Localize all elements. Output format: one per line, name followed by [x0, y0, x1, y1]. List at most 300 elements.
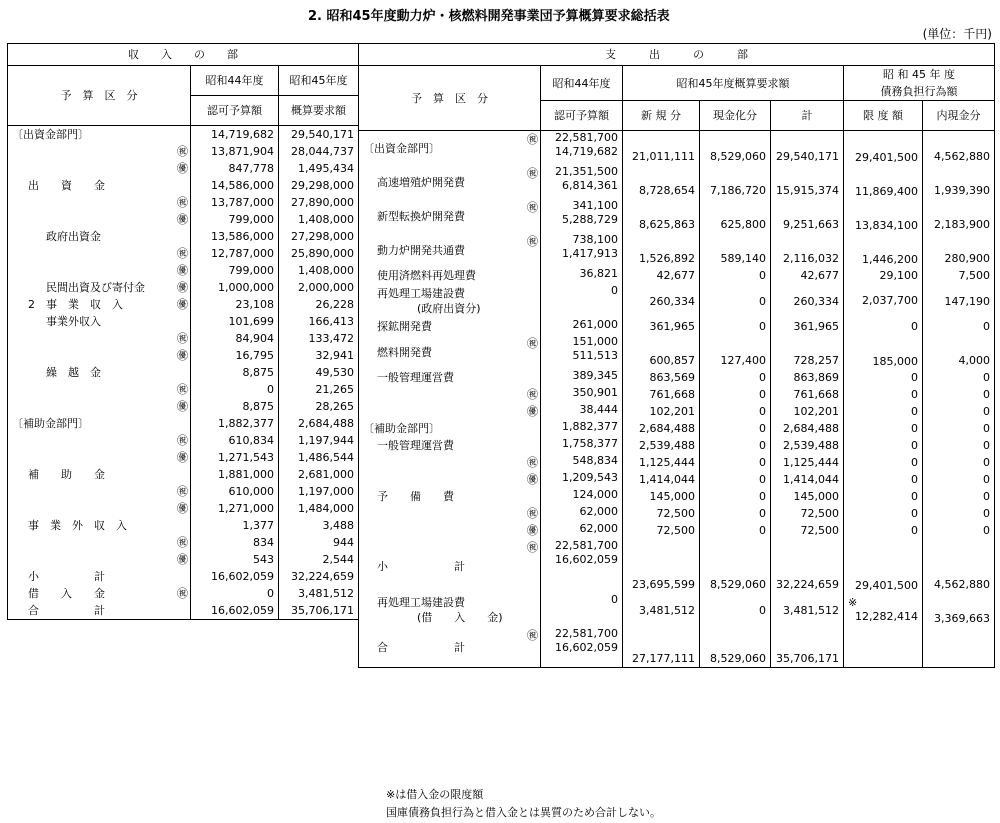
income-row-mark: [171, 466, 191, 483]
expenditure-row-label-text: 合 計: [377, 640, 465, 654]
expenditure-row-limit-value: 0: [911, 489, 918, 503]
expenditure-row-cash: 0: [700, 593, 771, 627]
expenditure-row-limit-cash: 1,939,390: [923, 165, 995, 199]
expenditure-row-mark: ㊗: [527, 201, 538, 214]
expenditure-row-cash: 0: [700, 284, 771, 318]
income-row: [8, 500, 359, 517]
expenditure-row-total: 2,539,488: [771, 437, 844, 454]
expenditure-row-limit-cash: 0: [923, 318, 995, 335]
expenditure-row-limit: [844, 403, 923, 420]
expenditure-row-limit-value: 0: [911, 455, 918, 469]
income-row-mark: ㊝: [177, 349, 188, 362]
income-row-label: 事業外収入: [46, 315, 101, 328]
expenditure-row-limit-value: 12,282,414: [855, 610, 918, 623]
income-row: [8, 143, 359, 160]
expenditure-row-fy44: [541, 284, 623, 318]
income-row-fy45: 3,481,512: [279, 585, 359, 602]
expenditure-row-limit-cash: 0: [923, 505, 995, 522]
expenditure-row-new: 8,728,654: [623, 165, 700, 199]
expenditure-row-cash: 625,800: [700, 199, 771, 233]
income-row-mark: ㊗: [177, 587, 188, 600]
expenditure-row-new: 102,201: [623, 403, 700, 420]
expenditure-row-label: [359, 284, 521, 318]
expenditure-cash-header: 現金化分: [700, 101, 771, 131]
income-row-mark: ㊝: [177, 553, 188, 566]
expenditure-row-limit-cash: 280,900: [923, 233, 995, 267]
expenditure-row-label: [359, 454, 521, 471]
expenditure-limit-header: 限 度 額: [844, 101, 923, 131]
income-row-mark: ㊗: [177, 485, 188, 498]
income-row-fy44: 23,108: [191, 296, 279, 313]
expenditure-row-new: 72,500: [623, 505, 700, 522]
limit-note-mark: ※: [848, 596, 858, 609]
income-row: [8, 177, 359, 194]
income-row-fy45: 1,484,000: [279, 500, 359, 517]
income-row-fy44: 834: [191, 534, 279, 551]
income-row-mark: ㊗: [177, 536, 188, 549]
expenditure-row-label-text: 燃料開発費: [377, 345, 432, 359]
expenditure-row-limit-value: 13,834,100: [855, 219, 918, 232]
expenditure-row-total: 2,684,488: [771, 420, 844, 437]
income-row: [8, 585, 359, 602]
income-row-mark: ㊗: [177, 383, 188, 396]
expenditure-row-fy44-value: 14,719,682: [555, 145, 618, 158]
expenditure-row-limit-value: 0: [911, 319, 918, 333]
income-row: [8, 517, 359, 534]
income-row-label: [8, 194, 171, 211]
expenditure-total-header: 計: [771, 101, 844, 131]
income-section-header: 収 入 の 部: [8, 44, 359, 66]
expenditure-row-fy44: [541, 488, 623, 505]
expenditure-row-total: 35,706,171: [771, 627, 844, 668]
income-row-mark: ㊝: [177, 281, 188, 294]
expenditure-row-new: 145,000: [623, 488, 700, 505]
income-row-label: [8, 432, 171, 449]
expenditure-row-mark: [521, 318, 541, 335]
expenditure-row-limit-cash: 0: [923, 522, 995, 539]
income-row: [8, 449, 359, 466]
income-row-label: [8, 330, 171, 347]
expenditure-row-fy44-value: 0: [611, 593, 618, 606]
income-row: [8, 279, 359, 296]
expenditure-row-fy44: [541, 593, 623, 627]
expenditure-row-fy44-value: 1,417,913: [562, 247, 618, 260]
income-row-mark: ㊝: [177, 213, 188, 226]
expenditure-row-total: 15,915,374: [771, 165, 844, 199]
income-row-fy45: 1,197,944: [279, 432, 359, 449]
expenditure-row-limit-cash: 0: [923, 420, 995, 437]
expenditure-row-cash: 0: [700, 471, 771, 488]
expenditure-row: [359, 505, 995, 522]
expenditure-row-label-text: 新型転換炉開発費: [377, 209, 465, 223]
expenditure-row-fy44-secondary: 22,581,700: [555, 627, 618, 640]
income-row: [8, 228, 359, 245]
footnote-1: ※は借入金の限度額: [386, 788, 484, 801]
expenditure-row-new: 21,011,111: [623, 131, 700, 166]
income-row-fy45: 32,941: [279, 347, 359, 364]
income-row-fy44: 16,602,059: [191, 602, 279, 620]
income-rows: [8, 126, 359, 620]
expenditure-row-limit: [844, 505, 923, 522]
expenditure-row-total: 728,257: [771, 335, 844, 369]
expenditure-row-fy44: [541, 131, 623, 166]
expenditure-row-fy44-value: 16,602,059: [555, 641, 618, 654]
expenditure-row-mark: [521, 437, 541, 454]
expenditure-row-fy44-value: 261,000: [572, 318, 618, 331]
expenditure-new-header: 新 規 分: [623, 101, 700, 131]
income-row: [8, 313, 359, 330]
income-row-mark: ㊝: [177, 400, 188, 413]
income-row-fy45: 28,044,737: [279, 143, 359, 160]
income-row-fy45: 2,684,488: [279, 415, 359, 432]
expenditure-row-limit-value: 185,000: [872, 355, 918, 368]
income-row-mark: [171, 177, 191, 194]
expenditure-row: [359, 539, 995, 593]
expenditure-col1-header-b: 認可予算額: [541, 101, 623, 131]
income-row-fy44: 8,875: [191, 364, 279, 381]
expenditure-row-cash: 8,529,060: [700, 131, 771, 166]
expenditure-row: [359, 420, 995, 437]
expenditure-row-limit-value: 1,446,200: [862, 253, 918, 266]
expenditure-row-mark: ㊗: [527, 388, 538, 401]
expenditure-row-mark: ㊝: [527, 524, 538, 537]
expenditure-row-total: 761,668: [771, 386, 844, 403]
expenditure-row-label-text: 探鉱開発費: [377, 320, 432, 333]
expenditure-row-mark: ㊗: [527, 167, 538, 180]
expenditure-row-fy44-value: 1,209,543: [562, 471, 618, 484]
income-row-fy44: 14,586,000: [191, 177, 279, 194]
expenditure-row-label: [359, 318, 521, 335]
income-row-fy45: 32,224,659: [279, 568, 359, 585]
expenditure-row: [359, 593, 995, 627]
income-row-fy45: 28,265: [279, 398, 359, 415]
expenditure-row-cash: 0: [700, 267, 771, 284]
expenditure-row-limit-value: 0: [911, 506, 918, 520]
expenditure-row-label: [359, 437, 521, 454]
income-row-label: [8, 483, 171, 500]
expenditure-row-limit-cash: 0: [923, 403, 995, 420]
income-row-fy44: 610,000: [191, 483, 279, 500]
income-category-header: 予 算 区 分: [8, 66, 191, 126]
unit-label: (単位：千円): [922, 27, 992, 41]
income-row-mark: ㊗: [177, 434, 188, 447]
expenditure-row-limit-value: 0: [911, 438, 918, 452]
income-row-label: [8, 143, 171, 160]
expenditure-row: [359, 471, 995, 488]
expenditure-row-cash: 0: [700, 386, 771, 403]
expenditure-row-fy44-value: 511,513: [572, 349, 618, 362]
expenditure-row-label-text: 再処理工場建設費: [377, 287, 465, 300]
expenditure-row-fy44: [541, 233, 623, 267]
expenditure-row-total: 145,000: [771, 488, 844, 505]
expenditure-row-fy44-value: 62,000: [579, 505, 618, 518]
income-row-fy45: 1,486,544: [279, 449, 359, 466]
expenditure-row-total: 3,481,512: [771, 593, 844, 627]
expenditure-row-fy44: [541, 420, 623, 437]
income-row-label: [8, 160, 171, 177]
expenditure-row-fy44-value: 124,000: [572, 488, 618, 501]
expenditure-row-label: [359, 505, 521, 522]
expenditure-row-new: 361,965: [623, 318, 700, 335]
income-row-mark: [171, 415, 191, 432]
expenditure-row: [359, 454, 995, 471]
income-row-fy45: 21,265: [279, 381, 359, 398]
expenditure-row-fy44-secondary: 22,581,700: [555, 539, 618, 552]
income-row-fy44: 799,000: [191, 262, 279, 279]
expenditure-row-fy44-value: 36,821: [579, 267, 618, 280]
expenditure-row-fy44-secondary: 738,100: [572, 233, 618, 246]
expenditure-row-cash: 0: [700, 454, 771, 471]
expenditure-row-cash: 0: [700, 437, 771, 454]
expenditure-row-label: [359, 488, 521, 505]
expenditure-row: [359, 284, 995, 318]
expenditure-row-label-text: 〔出資金部門〕: [363, 141, 440, 155]
expenditure-row: [359, 522, 995, 539]
expenditure-row-limit-value: 0: [911, 404, 918, 418]
income-row-fy45: 1,408,000: [279, 211, 359, 228]
expenditure-row-limit: [844, 437, 923, 454]
expenditure-row-label: [359, 386, 521, 403]
expenditure-row-limit-value: 29,401,500: [855, 151, 918, 164]
expenditure-row-new: 23,695,599: [623, 539, 700, 593]
expenditure-row-fy44-secondary: 21,351,500: [555, 165, 618, 178]
income-row-mark: ㊗: [177, 145, 188, 158]
income-row: [8, 262, 359, 279]
expenditure-row: [359, 165, 995, 199]
expenditure-row-label-text: 動力炉開発共通費: [377, 243, 465, 257]
income-row-fy44: 1,271,000: [191, 500, 279, 517]
expenditure-group-header: 昭和45年度概算要求額: [623, 66, 844, 101]
expenditure-row-new: 600,857: [623, 335, 700, 369]
expenditure-row-fy44-value: 1,882,377: [562, 420, 618, 433]
income-row: [8, 330, 359, 347]
income-row-fy45: 35,706,171: [279, 602, 359, 620]
expenditure-row-fy44-secondary: 151,000: [572, 335, 618, 348]
expenditure-row-fy44-value: 16,602,059: [555, 553, 618, 566]
income-row-mark: [171, 126, 191, 144]
income-row-label: [8, 449, 171, 466]
expenditure-row: [359, 403, 995, 420]
expenditure-row-limit: [844, 386, 923, 403]
expenditure-row-limit-value: 29,100: [879, 268, 918, 282]
expenditure-row-fy44-value: 548,834: [572, 454, 618, 467]
income-row-mark: ㊝: [177, 264, 188, 277]
income-row: [8, 568, 359, 585]
expenditure-row-fy44-value: 5,288,729: [562, 213, 618, 226]
income-row-fy44: 0: [191, 585, 279, 602]
income-row-label: 事 業 外 収 入: [28, 519, 127, 532]
income-row-fy45: 27,890,000: [279, 194, 359, 211]
expenditure-row-fy44-value: 6,814,361: [562, 179, 618, 192]
expenditure-row-total: 2,116,032: [771, 233, 844, 267]
expenditure-row-fy44-value: 0: [611, 284, 618, 297]
income-row-label: 政府出資金: [46, 230, 101, 243]
expenditure-row-limit: [844, 627, 923, 668]
income-row-label: [8, 262, 171, 279]
income-row: [8, 466, 359, 483]
expenditure-row: [359, 437, 995, 454]
income-row-fy45: 3,488: [279, 517, 359, 534]
expenditure-row-fy44: [541, 199, 623, 233]
income-row-fy45: 25,890,000: [279, 245, 359, 262]
income-row-fy44: 1,882,377: [191, 415, 279, 432]
income-row-mark: [171, 313, 191, 330]
expenditure-row-total: 32,224,659: [771, 539, 844, 593]
expenditure-row-fy44: [541, 403, 623, 420]
expenditure-row-mark: [521, 267, 541, 284]
expenditure-row: [359, 627, 995, 668]
expenditure-row-new: 1,125,444: [623, 454, 700, 471]
income-row-label: [8, 245, 171, 262]
income-row-mark: ㊝: [177, 451, 188, 464]
expenditure-row-fy44: [541, 267, 623, 284]
expenditure-row-label: [359, 471, 521, 488]
expenditure-row-label: [359, 131, 521, 166]
expenditure-row-limit-cash: 0: [923, 454, 995, 471]
expenditure-row-limit: [844, 165, 923, 199]
income-row-fy44: 12,787,000: [191, 245, 279, 262]
income-row: [8, 347, 359, 364]
expenditure-col1-header-a: 昭和44年度: [541, 66, 623, 101]
expenditure-row-mark: ㊝: [527, 473, 538, 486]
expenditure-row-cash: 589,140: [700, 233, 771, 267]
expenditure-row-total: 29,540,171: [771, 131, 844, 166]
income-row-fy45: 1,197,000: [279, 483, 359, 500]
income-row-label: 合 計: [28, 604, 105, 617]
expenditure-row-limit: [844, 284, 923, 318]
income-row: [8, 483, 359, 500]
expenditure-row-cash: 7,186,720: [700, 165, 771, 199]
expenditure-row-label-text: 〔補助金部門〕: [363, 422, 440, 435]
expenditure-row-total: 102,201: [771, 403, 844, 420]
group2-line-a: 昭 和 45 年 度: [883, 68, 955, 81]
expenditure-row-limit: [844, 420, 923, 437]
income-row-fy44: 0: [191, 381, 279, 398]
income-col2-header-a: 昭和45年度: [279, 66, 359, 96]
expenditure-row-total: 863,869: [771, 369, 844, 386]
income-row-fy45: 29,540,171: [279, 126, 359, 144]
income-row-mark: ㊗: [177, 196, 188, 209]
income-row-fy44: 13,871,904: [191, 143, 279, 160]
income-row: [8, 432, 359, 449]
income-row: [8, 534, 359, 551]
expenditure-row: [359, 369, 995, 386]
expenditure-row-limit-cash: 3,369,663: [923, 593, 995, 627]
expenditure-row-cash: 0: [700, 318, 771, 335]
expenditure-row-mark: ㊗: [527, 337, 538, 350]
income-row-label: [8, 551, 171, 568]
income-row-fy45: 2,544: [279, 551, 359, 568]
income-row-label: 補 助 金: [28, 468, 105, 481]
expenditure-row-limit: [844, 539, 923, 593]
income-row-fy45: 2,681,000: [279, 466, 359, 483]
expenditure-row-fy44: [541, 335, 623, 369]
income-table: [7, 43, 359, 620]
income-col1-header-b: 認可予算額: [191, 96, 279, 126]
income-row-mark: [171, 364, 191, 381]
expenditure-row: [359, 233, 995, 267]
expenditure-row-new: 863,569: [623, 369, 700, 386]
income-row-mark: ㊝: [177, 502, 188, 515]
expenditure-row-label-sub: (借 入 金): [417, 611, 503, 624]
expenditure-row-fy44-value: 389,345: [572, 369, 618, 382]
expenditure-row-label: [359, 199, 521, 233]
expenditure-row-cash: 127,400: [700, 335, 771, 369]
expenditure-row-fy44-secondary: 341,100: [572, 199, 618, 212]
expenditure-row-mark: [521, 420, 541, 437]
expenditure-row-limit-cash: 147,190: [923, 284, 995, 318]
expenditure-row-new: 761,668: [623, 386, 700, 403]
expenditure-row-limit-cash: 4,000: [923, 335, 995, 369]
expenditure-row-limit-value: 0: [911, 387, 918, 401]
expenditure-row-limit: [844, 454, 923, 471]
expenditure-row-total: 9,251,663: [771, 199, 844, 233]
income-row-fy45: 1,408,000: [279, 262, 359, 279]
expenditure-row-limit: [844, 199, 923, 233]
expenditure-row-mark: [521, 593, 541, 627]
income-row-label: 〔補助金部門〕: [12, 417, 89, 430]
expenditure-row-total: 361,965: [771, 318, 844, 335]
expenditure-row-fy44: [541, 165, 623, 199]
expenditure-row: [359, 386, 995, 403]
expenditure-table: [358, 43, 995, 668]
expenditure-row-label-text: 使用済燃料再処理費: [377, 269, 476, 282]
expenditure-row-fy44: [541, 454, 623, 471]
expenditure-row-fy44: [541, 318, 623, 335]
expenditure-row-limit: [844, 471, 923, 488]
expenditure-row-label-text: 予 備 費: [377, 490, 454, 503]
expenditure-row-mark: [521, 284, 541, 318]
income-row-mark: ㊗: [177, 332, 188, 345]
expenditure-row-limit-value: 0: [911, 523, 918, 537]
income-row-mark: [171, 228, 191, 245]
expenditure-row-fy44-secondary: 22,581,700: [555, 131, 618, 144]
expenditure-limit-cash-header: 内現金分: [923, 101, 995, 131]
income-row-mark: ㊝: [177, 162, 188, 175]
expenditure-row-cash: 0: [700, 420, 771, 437]
expenditure-row-mark: [521, 369, 541, 386]
expenditure-row-label: [359, 335, 521, 369]
expenditure-row-fy44-value: 350,901: [572, 386, 618, 399]
income-row-label: 〔出資金部門〕: [12, 128, 89, 141]
income-row-fy44: 13,787,000: [191, 194, 279, 211]
income-row-label: [8, 381, 171, 398]
income-row: [8, 194, 359, 211]
expenditure-section-header: 支 出 の 部: [359, 44, 995, 66]
expenditure-row-fy44: [541, 522, 623, 539]
expenditure-row-label-text: 一般管理運営費: [377, 439, 454, 452]
expenditure-row-total: 260,334: [771, 284, 844, 318]
expenditure-row-limit: [844, 369, 923, 386]
income-row-label: [8, 211, 171, 228]
expenditure-row-label: [359, 369, 521, 386]
group2-line-b: 債務負担行為額: [880, 85, 958, 98]
income-col1-header-a: 昭和44年度: [191, 66, 279, 96]
expenditure-row-total: 42,677: [771, 267, 844, 284]
income-row: [8, 364, 359, 381]
expenditure-row-label-text: 再処理工場建設費: [377, 596, 465, 609]
expenditure-row-limit: [844, 488, 923, 505]
expenditure-row-fy44: [541, 539, 623, 593]
expenditure-row-total: 72,500: [771, 522, 844, 539]
expenditure-row-new: 8,625,863: [623, 199, 700, 233]
expenditure-row-limit-cash: 4,562,880: [923, 131, 995, 166]
income-row-mark: [171, 602, 191, 620]
expenditure-row-cash: 0: [700, 505, 771, 522]
expenditure-row: [359, 131, 995, 166]
expenditure-row-mark: ㊗: [527, 507, 538, 520]
expenditure-row-limit-cash: 7,500: [923, 267, 995, 284]
